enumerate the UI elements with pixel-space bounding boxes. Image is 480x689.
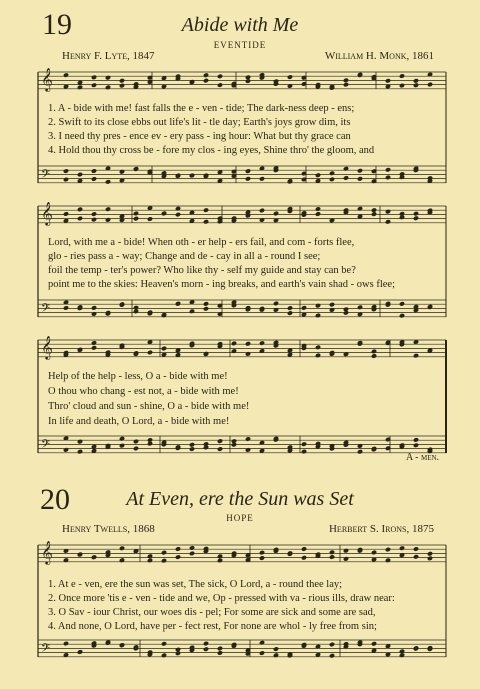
verse-sys1-line-4: 4. Hold thou thy cross be - fore my clos - ing eyes, Shine thro' the gloom, and: [48, 145, 375, 156]
hymn-number-2: 20: [40, 483, 70, 516]
amen-text: A - men.: [406, 452, 440, 463]
verse-sys2-line-4: point me to the skies: Heaven's morn - ing breaks, and earth's vain shad - ows flee;: [48, 279, 395, 290]
verse-sys1-line-1: 1. A - bide with me! fast falls the e - ven - tide; The dark-ness deep - ens;: [48, 103, 355, 114]
svg-text:𝄢: 𝄢: [41, 438, 51, 454]
verse-sys1-line-2: 2. Swift to its close ebbs out life's lit - tle day; Earth's joys grow dim, its: [48, 117, 351, 128]
verse-sys2-line-3: foil the temp - ter's power? Who like thy - self my guide and stay can be?: [48, 265, 356, 276]
author-credit: Henry F. Lyte, 1847: [62, 50, 155, 62]
verse-sys3-line-2: O thou who chang - est not, a - bide with me!: [48, 386, 239, 397]
author-credit-2: Henry Twells, 1868: [62, 523, 155, 535]
composer-credit-2: Herbert S. Irons, 1875: [328, 523, 434, 535]
verse-sys1-line-3: 3. I need thy pres - ence ev - ery pass - ing hour: What but thy grace can: [48, 131, 351, 142]
hymn-title: Abide with Me: [181, 14, 299, 36]
hymn-title-2: At Even, ere the Sun was Set: [126, 488, 354, 510]
svg-text:𝄢: 𝄢: [41, 642, 51, 658]
svg-text:𝄞: 𝄞: [41, 201, 53, 225]
verse-sys2-line-1: Lord, with me a - bide! When oth - er help - ers fail, and com - forts flee,: [48, 237, 355, 248]
svg-text:𝄞: 𝄞: [41, 540, 53, 564]
verse-sys3-line-4: In life and death, O Lord, a - bide with me!: [48, 416, 230, 427]
svg-text:𝄞: 𝄞: [41, 335, 53, 359]
verse-h20-line-1: 1. At e - ven, ere the sun was set, The sick, O Lord, a - round thee lay;: [48, 579, 343, 590]
svg-text:𝄞: 𝄞: [41, 67, 53, 91]
composer-credit: William H. Monk, 1861: [324, 50, 434, 62]
verse-h20-line-4: 4. And none, O Lord, have per - fect rest, For none are whol - ly free from sin;: [48, 621, 377, 632]
verse-sys3-line-3: Thro' cloud and sun - shine, O a - bide with me!: [48, 401, 250, 412]
verse-h20-line-3: 3. O Sav - iour Christ, our woes dis - pel; For some are sick and some are sad,: [48, 607, 376, 618]
hymn-number: 19: [42, 8, 72, 41]
svg-text:𝄢: 𝄢: [41, 302, 51, 318]
tune-name: EVENTIDE: [213, 40, 267, 50]
svg-text:𝄢: 𝄢: [41, 168, 51, 184]
tune-name-2: HOPE: [226, 513, 254, 523]
verse-sys3-line-1: Help of the help - less, O a - bide with me!: [48, 371, 228, 382]
verse-h20-line-2: 2. Once more 'tis e - ven - tide and we, Op - pressed with va - rious ills, draw near:: [48, 593, 395, 604]
verse-sys2-line-2: glo - ries pass a - way; Change and de - cay in all a - round I see;: [48, 251, 321, 262]
